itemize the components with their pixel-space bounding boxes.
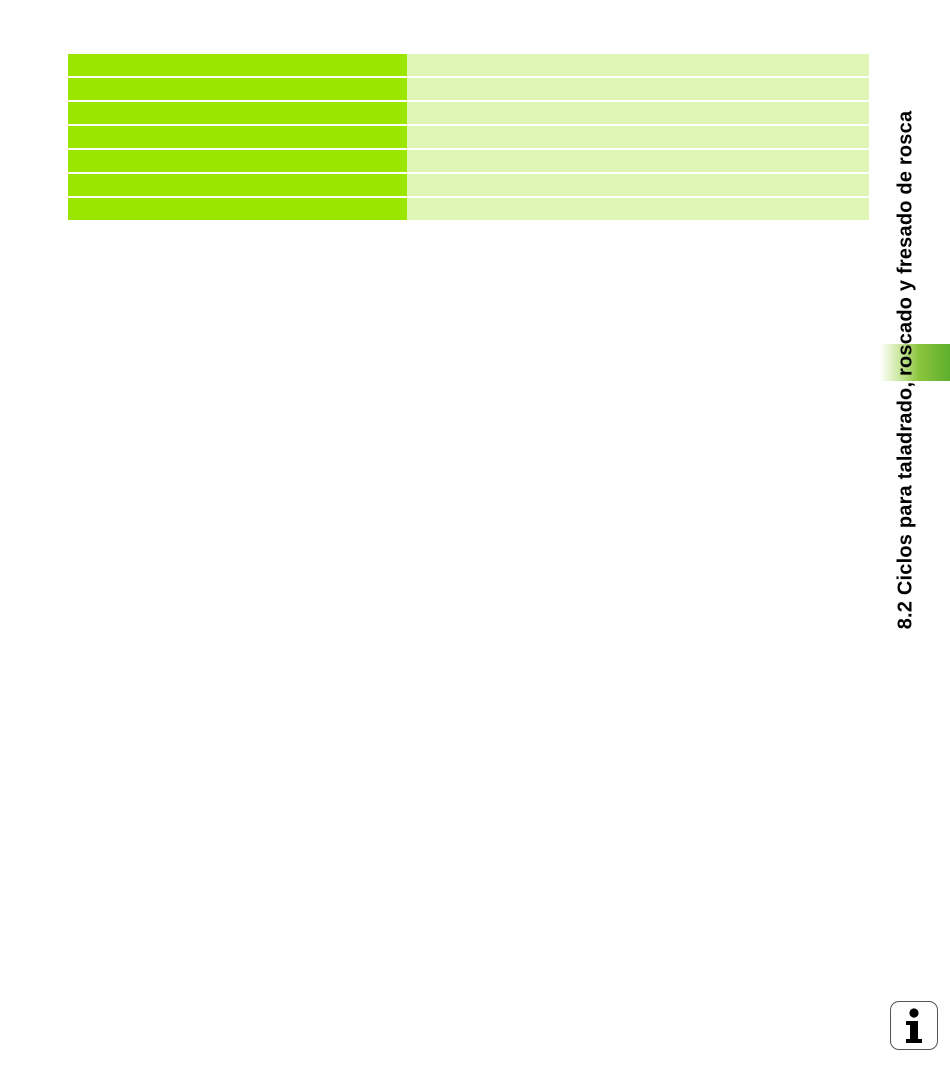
table-cell-description	[407, 54, 869, 76]
table-cell-description	[407, 126, 869, 148]
cycle-overview-table	[68, 54, 869, 222]
table-cell-key	[68, 198, 407, 220]
table-cell-key	[68, 78, 407, 100]
table-cell-description	[407, 150, 869, 172]
table-row	[68, 54, 869, 76]
table-cell-description	[407, 198, 869, 220]
info-button[interactable]	[890, 1001, 938, 1050]
info-icon	[899, 1007, 929, 1045]
table-row	[68, 174, 869, 196]
table-row	[68, 102, 869, 124]
table-row	[68, 150, 869, 172]
chapter-title: 8.2 Ciclos para taladrado, roscado y fresado de rosca	[894, 110, 917, 630]
table-cell-key	[68, 102, 407, 124]
table-cell-key	[68, 54, 407, 76]
table-row	[68, 78, 869, 100]
table-row	[68, 126, 869, 148]
table-cell-key	[68, 174, 407, 196]
table-cell-description	[407, 78, 869, 100]
table-cell-description	[407, 174, 869, 196]
table-row	[68, 198, 869, 220]
table-cell-key	[68, 126, 407, 148]
table-cell-key	[68, 150, 407, 172]
table-cell-description	[407, 102, 869, 124]
